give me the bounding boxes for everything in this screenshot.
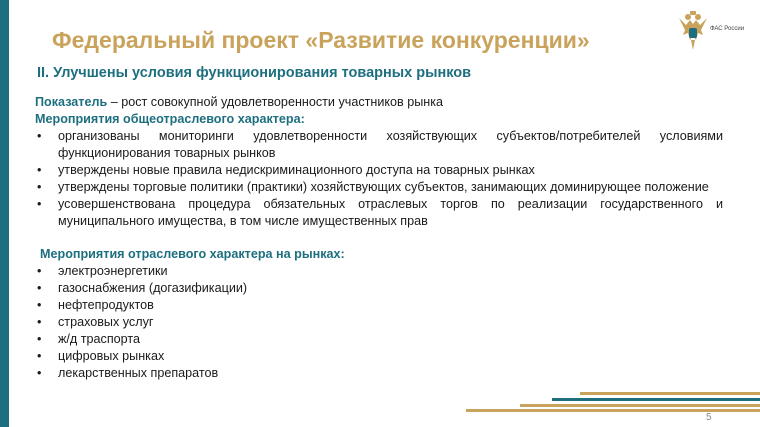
list-item: • ж/д траспорта: [35, 331, 723, 348]
list-item: • утверждены новые правила недискриминационного доступа на товарных рынках: [35, 162, 723, 179]
list-item: • страховых услуг: [35, 314, 723, 331]
list-item: • цифровых рынках: [35, 348, 723, 365]
decor-line: [466, 409, 760, 412]
list-item: • утверждены торговые политики (практики) хозяйствующих субъектов, занимающих доминирующее положение: [35, 179, 723, 196]
indicator-label: Показатель: [35, 95, 108, 109]
sector-measures-list: [35, 263, 723, 382]
list-item: • лекарственных препаратов: [35, 365, 723, 382]
fas-logo: [676, 10, 754, 54]
left-accent-bar: [0, 0, 9, 427]
indicator-line: [35, 94, 723, 111]
slide-content: [35, 94, 723, 382]
slide-title: Федеральный проект «Развитие конкуренции»: [52, 27, 590, 53]
list-item: • организованы мониторинги удовлетворенности хозяйствующих субъектов/потребителей условиями функционирования товарных рынков: [35, 128, 723, 162]
eagle-emblem-icon: [676, 10, 710, 54]
list-item: • нефтепродуктов: [35, 297, 723, 314]
decor-line: [580, 392, 760, 395]
section-title: II. Улучшены условия функционирования товарных рынков: [37, 65, 472, 81]
list-item: • усовершенствована процедура обязательных отраслевых торгов по реализации государственного и муниципального имущества, в том числе имущественных прав: [35, 196, 723, 230]
list-item: • электроэнергетики: [35, 263, 723, 280]
general-measures-list: [35, 128, 723, 230]
indicator-text: – рост совокупной удовлетворенности участников рынка: [107, 95, 444, 109]
decor-line: [520, 404, 760, 407]
page-number: 5: [706, 412, 712, 423]
decor-line: [552, 398, 760, 401]
general-measures-heading: Мероприятия общеотраслевого характера:: [35, 112, 305, 126]
logo-text: ФАС России: [710, 26, 745, 32]
list-item: • газоснабжения (догазификации): [35, 280, 723, 297]
sector-measures-heading: Мероприятия отраслевого характера на рынках:: [40, 247, 345, 261]
